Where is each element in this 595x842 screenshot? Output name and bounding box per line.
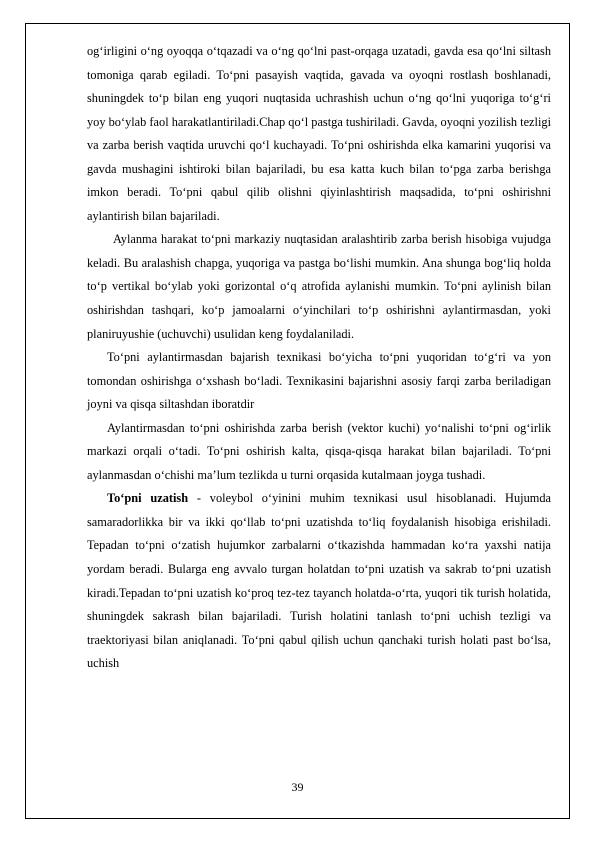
paragraph-1: og‘irligini o‘ng oyoqqa o‘tqazadi va o‘ng qo‘lni past-orqaga uzatadi, gavda esa qo‘lni siltash tomoniga qarab egiladi. To‘pni pasayish vaqtida, gavada va oyoqni rostlash boshlanadi, shuningdek to‘p bilan eng yuqori nuqtasida uchrashish uchun o‘ng qo‘lni yuqoriga to‘g‘ri yoy bo‘ylab faol harakatlantiriladi.Chap qo‘l pastga tushiriladi. Gavda, oyoqni yozilish tezligi va zarba berish vaqtida uruvchi qo‘l kuchayadi. To‘pni oshirishda elka kamarini yuqorisi va gavda mushagini ishtiroki bilan bajariladi, bu esa katta kuch bilan to‘pga zarba berishga imkon beradi. To‘pni qabul qilib olishni qiyinlashtirish maqsadida, to‘pni oshirishni aylantirish bilan bajariladi. bbox=[87, 44, 551, 223]
term-heading: To‘pni uzatish bbox=[107, 491, 189, 506]
paragraph-2: Aylanma harakat to‘pni markaziy nuqtasidan aralashtirib zarba berish hisobiga vujudga keladi. Bu aralashish chapga, yuqoriga va pastga bo‘lishi mumkin. Ana shunga bog‘liq holda to‘p vertikal bo‘ylab yoki gorizontal o‘q atrofida aylanishi mumkin. To‘pni aylinish bilan oshirishdan tashqari, ko‘p jamoalarni o‘yinchilari to‘p oshirishni aylantirmasdan, yoki planiruyushie (uchuvchi) usulidan keng foydalaniladi. bbox=[87, 232, 551, 341]
paragraph-5-text: - voleybol o‘yinini muhim texnikasi usul hisoblanadi. Hujumda samaradorlikka bir va ikki qo‘llab to‘pni uzatishda to‘liq foydalanish hisobiga erishiladi. Tepadan to‘pni o‘zatish hujumkor zarbalarni o‘tkazishda hammadan ko‘ra yaxshi natija yordam beradi. Bularga eng avvalo turgan holatdan to‘pni uzatish va sakrab to‘pni uzatish kiradi.Tepadan to‘pni uzatish ko‘proq tez-tez tayanch holatda-o‘rta, yuqori tik turish holatida, shuningdek sakrash bilan bajariladi. Turish holatini tanlash to‘pni uchish tezligi va traektoriyasi bilan aniqlanadi. To‘pni qabul qilish uchun qanchaki turish holati past bo‘lsa, uchish bbox=[87, 491, 551, 671]
paragraph-3: To‘pni aylantirmasdan bajarish texnikasi bo‘yicha to‘pni yuqoridan to‘g‘ri va yon tomondan oshirishga o‘xshash bo‘ladi. Texnikasini bajarishni asosiy farqi zarba beriladigan joyni va qisqa siltashdan iboratdir bbox=[87, 350, 551, 412]
page-number: 39 bbox=[291, 780, 304, 794]
paragraph-4: Aylantirmasdan to‘pni oshirishda zarba berish (vektor kuchi) yo‘nalishi to‘pni og‘irlik markazi orqali o‘tadi. To‘pni oshirish kalta, qisqa-qisqa harakat bilan bajariladi. To‘pni aylanmasdan o‘chishi ma’lum tezlikda u turni orqasida kutalmaan joyga tushadi. bbox=[87, 420, 551, 482]
paragraph-5 bbox=[87, 487, 551, 675]
document-body bbox=[87, 40, 551, 676]
